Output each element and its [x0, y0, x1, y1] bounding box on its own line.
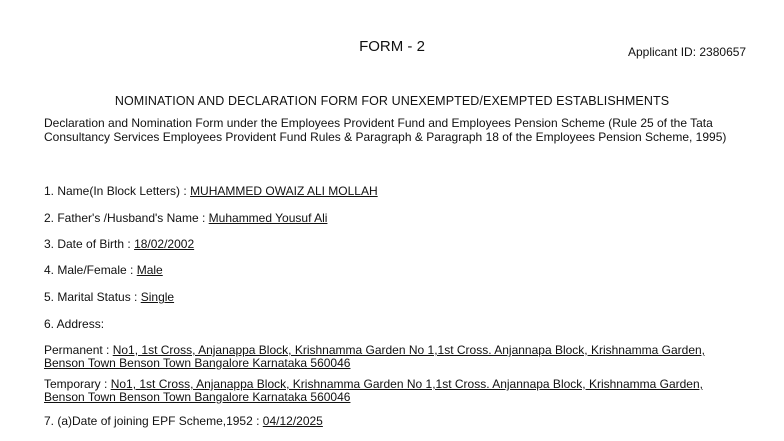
permanent-address-label: Permanent : [44, 343, 110, 357]
dob-value: 18/02/2002 [134, 237, 195, 251]
temporary-address-label: Temporary : [44, 377, 108, 391]
marital-status-value: Single [140, 290, 175, 304]
temporary-address-row [44, 378, 744, 404]
permanent-address-value: No1, 1st Cross, Anjanappa Block, Krishnamma Garden No 1,1st Cross. Anjannapa Block, Krishnamma Garden, Benson Town Benson Town Bangalore Karnataka 560046 [44, 343, 706, 370]
applicant-id: Applicant ID: 2380657 [628, 45, 747, 59]
dob-row [44, 237, 194, 251]
gender-label: 4. Male/Female : [44, 263, 134, 277]
name-label: 1. Name(In Block Letters) : [44, 184, 187, 198]
gender-row [44, 263, 163, 277]
declaration-text: Declaration and Nomination Form under the Employees Provident Fund and Employees Pension Scheme (Rule 25 of the Tata Consultancy Services Employees Provident Fund Rules & Paragraph & Paragraph 18 of the Employees Pension Scheme, 1995) [44, 116, 727, 144]
father-name-value: Muhammed Yousuf Ali [208, 211, 328, 225]
father-name-row [44, 211, 327, 225]
father-name-label: 2. Father's /Husband's Name : [44, 211, 206, 225]
marital-status-row [44, 290, 174, 304]
epf-joining-row [44, 414, 323, 428]
name-row [44, 184, 378, 198]
dob-label: 3. Date of Birth : [44, 237, 131, 251]
address-label: 6. Address: [44, 317, 105, 331]
temporary-address-value: No1, 1st Cross, Anjanappa Block, Krishnamma Garden No 1,1st Cross. Anjannapa Block, Krishnamma Garden, Benson Town Benson Town Bangalore Karnataka 560046 [44, 377, 703, 404]
epf-joining-value: 04/12/2025 [262, 414, 323, 428]
name-value: MUHAMMED OWAIZ ALI MOLLAH [190, 184, 378, 198]
permanent-address-row [44, 344, 744, 370]
gender-value: Male [136, 263, 163, 277]
form-heading: NOMINATION AND DECLARATION FORM FOR UNEXEMPTED/EXEMPTED ESTABLISHMENTS [114, 94, 670, 108]
form-title: FORM - 2 [359, 38, 425, 55]
marital-status-label: 5. Marital Status : [44, 290, 138, 304]
epf-joining-label: 7. (a)Date of joining EPF Scheme,1952 : [44, 414, 260, 428]
